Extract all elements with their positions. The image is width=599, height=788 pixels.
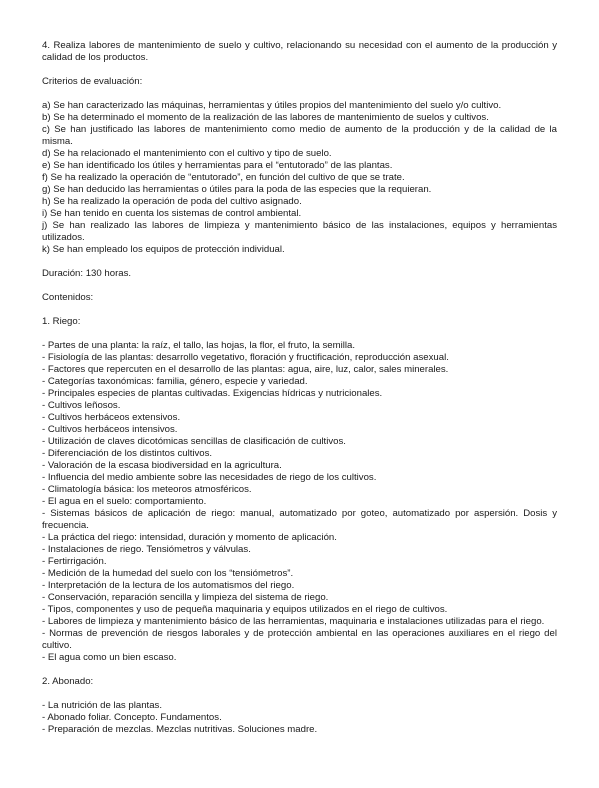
spacer — [42, 328, 557, 340]
list-item: - Principales especies de plantas cultivadas. Exigencias hídricas y nutricionales. — [42, 388, 383, 399]
criteria-item: i) Se han tenido en cuenta los sistemas de control ambiental. — [42, 208, 302, 219]
list-item: - Tipos, componentes y uso de pequeña maquinaria y equipos utilizados en el riego de cultivos. — [42, 604, 448, 615]
list-item: - Categorías taxonómicas: familia, género, especie y variedad. — [42, 376, 308, 387]
spacer — [42, 64, 557, 76]
criteria-heading: Criterios de evaluación: — [42, 76, 143, 87]
riego-content-list — [42, 340, 557, 664]
list-item: - Utilización de claves dicotómicas sencillas de clasificación de cultivos. — [42, 436, 346, 447]
list-item: - Climatología básica: los meteoros atmosféricos. — [42, 484, 252, 495]
list-item: - Preparación de mezclas. Mezclas nutritivas. Soluciones madre. — [42, 724, 318, 735]
spacer — [42, 88, 557, 100]
criteria-item: d) Se ha relacionado el mantenimiento con el cultivo y tipo de suelo. — [42, 148, 332, 159]
spacer — [42, 664, 557, 676]
spacer — [42, 280, 557, 292]
list-item: - Influencia del medio ambiente sobre las necesidades de riego de los cultivos. — [42, 472, 377, 483]
criteria-item: g) Se han deducido las herramientas o útiles para la poda de las especies que la requieran. — [42, 184, 432, 195]
list-item: - Conservación, reparación sencilla y limpieza del sistema de riego. — [42, 592, 329, 603]
document-page — [42, 40, 557, 736]
list-item: - La nutrición de las plantas. — [42, 700, 162, 711]
list-item: - Cultivos leñosos. — [42, 400, 121, 411]
section-title-riego: 1. Riego: — [42, 316, 81, 327]
list-item: - Factores que repercuten en el desarrollo de las plantas: agua, aire, luz, calor, sales minerales. — [42, 364, 449, 375]
criteria-item: k) Se han empleado los equipos de protección individual. — [42, 244, 285, 255]
list-item: - Fertirrigación. — [42, 556, 107, 567]
criteria-item: b) Se ha determinado el momento de la realización de las labores de mantenimiento de suelos y cultivos. — [42, 112, 489, 123]
list-item: - Cultivos herbáceos extensivos. — [42, 412, 181, 423]
list-item: - Abonado foliar. Concepto. Fundamentos. — [42, 712, 222, 723]
list-item: - Interpretación de la lectura de los automatismos del riego. — [42, 580, 295, 591]
list-item: - Instalaciones de riego. Tensiómetros y válvulas. — [42, 544, 251, 555]
spacer — [42, 688, 557, 700]
list-item: - Partes de una planta: la raíz, el tallo, las hojas, la flor, el fruto, la semilla. — [42, 340, 356, 351]
list-item: - La práctica del riego: intensidad, duración y momento de aplicación. — [42, 532, 337, 543]
spacer — [42, 304, 557, 316]
abonado-content-list — [42, 700, 557, 736]
spacer — [42, 256, 557, 268]
list-item: - El agua como un bien escaso. — [42, 652, 177, 663]
list-item: - Valoración de la escasa biodiversidad en la agricultura. — [42, 460, 282, 471]
list-item: - Sistemas básicos de aplicación de riego: manual, automatizado por goteo, automatizado por aspersión. Dosis y frecuencia. — [42, 508, 557, 531]
list-item: - Diferenciación de los distintos cultivos. — [42, 448, 213, 459]
objective-paragraph: 4. Realiza labores de mantenimiento de suelo y cultivo, relacionando su necesidad con el aumento de la producción y calidad de los productos. — [42, 40, 557, 63]
list-item: - El agua en el suelo: comportamiento. — [42, 496, 207, 507]
duration-text: Duración: 130 horas. — [42, 268, 132, 279]
list-item: - Normas de prevención de riesgos laborales y de protección ambiental en las operaciones auxiliares en el riego del cultivo. — [42, 628, 557, 651]
criteria-item: a) Se han caracterizado las máquinas, herramientas y útiles propios del mantenimiento del suelo y/o cultivo. — [42, 100, 502, 111]
criteria-item: f) Se ha realizado la operación de “entutorado”, en función del cultivo de que se trate. — [42, 172, 405, 183]
contents-heading: Contenidos: — [42, 292, 94, 303]
criteria-item: e) Se han identificado los útiles y herramientas para el “entutorado” de las plantas. — [42, 160, 393, 171]
criteria-item: c) Se han justificado las labores de mantenimiento como medio de aumento de la producción y de la calidad de la misma. — [42, 124, 557, 147]
criteria-list — [42, 100, 557, 256]
list-item: - Medición de la humedad del suelo con los “tensiómetros”. — [42, 568, 294, 579]
list-item: - Labores de limpieza y mantenimiento básico de las herramientas, maquinaria e instalaciones utilizadas para el riego. — [42, 616, 545, 627]
criteria-item: j) Se han realizado las labores de limpieza y mantenimiento básico de las instalaciones, equipos y herramientas utilizados. — [42, 220, 557, 243]
list-item: - Fisiología de las plantas: desarrollo vegetativo, floración y fructificación, reproducción asexual. — [42, 352, 449, 363]
list-item: - Cultivos herbáceos intensivos. — [42, 424, 178, 435]
section-title-abonado: 2. Abonado: — [42, 676, 94, 687]
criteria-item: h) Se ha realizado la operación de poda del cultivo asignado. — [42, 196, 302, 207]
